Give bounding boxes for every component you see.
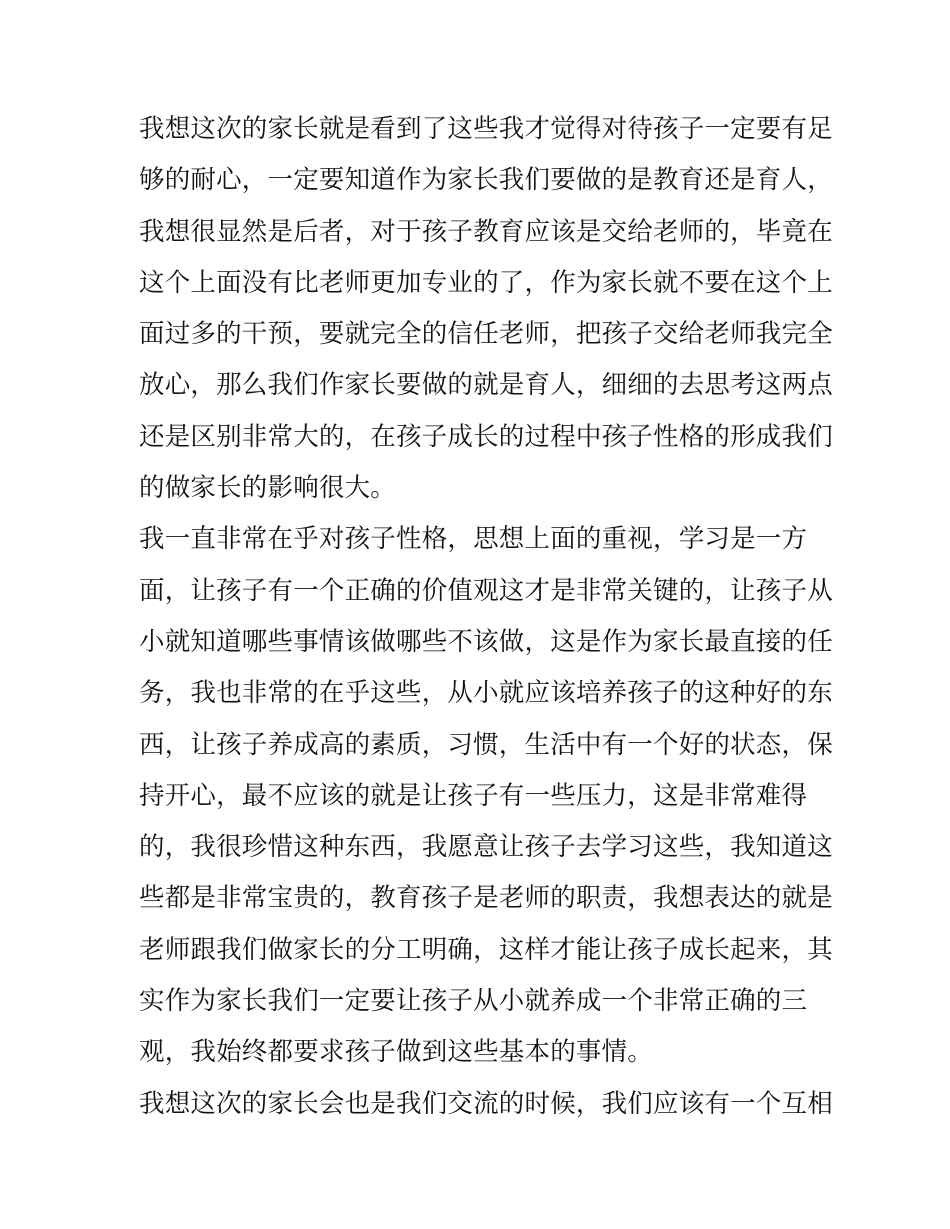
text-line: 务，我也非常的在乎这些，从小就应该培养孩子的这种好的东 <box>139 678 833 709</box>
text-line: 放心，那么我们作家长要做的就是育人，细细的去思考这两点 <box>139 370 833 401</box>
text-line: 够的耐心，一定要知道作为家长我们要做的是教育还是育人， <box>139 165 833 196</box>
text-line: 持开心，最不应该的就是让孩子有一些压力，这是非常难得 <box>139 780 808 811</box>
text-line: 我想这次的家长就是看到了这些我才觉得对待孩子一定要有足 <box>139 114 833 144</box>
text-line: 面过多的干预，要就完全的信任老师，把孩子交给老师我完全 <box>139 319 833 350</box>
text-line: 还是区别非常大的，在孩子成长的过程中孩子性格的形成我们 <box>139 421 833 452</box>
text-line: 我想很显然是后者，对于孩子教育应该是交给老师的，毕竟在 <box>139 216 833 247</box>
body-text <box>139 104 833 1130</box>
text-line: 老师跟我们做家长的分工明确，这样才能让孩子成长起来，其 <box>139 934 833 965</box>
text-line: 些都是非常宝贵的，教育孩子是老师的职责，我想表达的就是 <box>139 883 833 914</box>
text-line: 西，让孩子养成高的素质，习惯，生活中有一个好的状态，保 <box>139 729 833 760</box>
text-line: 这个上面没有比老师更加专业的了，作为家长就不要在这个上 <box>139 267 833 298</box>
text-line: 的，我很珍惜这种东西，我愿意让孩子去学习这些，我知道这 <box>139 832 833 863</box>
text-line: 的做家长的影响很大。 <box>139 473 397 504</box>
text-line: 小就知道哪些事情该做哪些不该做，这是作为家长最直接的任 <box>139 626 833 657</box>
text-line: 实作为家长我们一定要让孩子从小就养成一个非常正确的三 <box>139 986 808 1017</box>
text-line: 面，让孩子有一个正确的价值观这才是非常关键的，让孩子从 <box>139 575 833 606</box>
text-line: 我一直非常在乎对孩子性格，思想上面的重视，学习是一方 <box>139 524 808 555</box>
text-line: 观，我始终都要求孩子做到这些基本的事情。 <box>139 1037 654 1068</box>
text-line: 我想这次的家长会也是我们交流的时候，我们应该有一个互相 <box>139 1088 833 1119</box>
